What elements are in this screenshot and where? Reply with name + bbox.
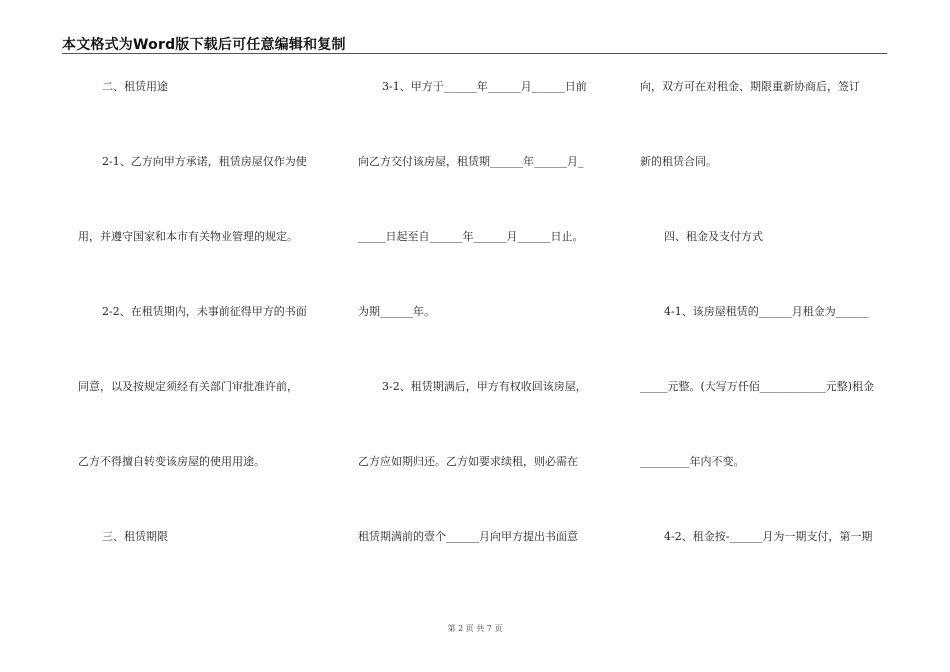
page-number-footer: 第 2 页 共 7 页 [447, 624, 503, 633]
paragraph-line: 4-2、租金按-______月为一期支付，第一期 [664, 530, 873, 543]
paragraph-line: 乙方不得擅自转变该房屋的使用用途。 [78, 455, 265, 468]
paragraph-line: 同意，以及按规定须经有关部门审批准许前， [78, 380, 298, 393]
paragraph-line: _____元整。(大写万仟佰____________元整)租金 [640, 380, 875, 393]
paragraph-line: 4-1、该房屋租赁的______月租金为______ [664, 305, 869, 318]
paragraph-line: 2-1、乙方向甲方承诺，租赁房屋仅作为使 [102, 155, 307, 168]
paragraph-line: 向乙方交付该房屋，租赁期______年______月_ [358, 155, 584, 168]
paragraph-line: 3-2、租赁期满后，甲方有权收回该房屋， [382, 380, 587, 393]
section-heading-term: 三、租赁期限 [102, 530, 168, 543]
paragraph-line: 2-2、在租赁期内，未事前征得甲方的书面 [102, 305, 307, 318]
section-heading-usage: 二、租赁用途 [102, 80, 168, 93]
paragraph-line: 租赁期满前的壹个______月向甲方提出书面意 [358, 530, 578, 543]
paragraph-line: 用，并遵守国家和本市有关物业管理的规定。 [78, 230, 298, 243]
header-divider [62, 53, 887, 54]
paragraph-line: 乙方应如期归还。乙方如要求续租，则必需在 [358, 455, 578, 468]
paragraph-line: 为期______年。 [358, 305, 435, 318]
section-heading-rent: 四、租金及支付方式 [664, 230, 763, 243]
document-header-title: 本文格式为Word版下载后可任意编辑和复制 [62, 37, 346, 53]
paragraph-line: 3-1、甲方于______年______月______日前 [382, 80, 587, 93]
paragraph-line: _____日起至自______年______月______日止。 [358, 230, 584, 243]
paragraph-line: 新的租赁合同。 [640, 155, 717, 168]
paragraph-line: _________年内不变。 [640, 455, 745, 468]
paragraph-line: 向，双方可在对租金、期限重新协商后，签订 [640, 80, 860, 93]
